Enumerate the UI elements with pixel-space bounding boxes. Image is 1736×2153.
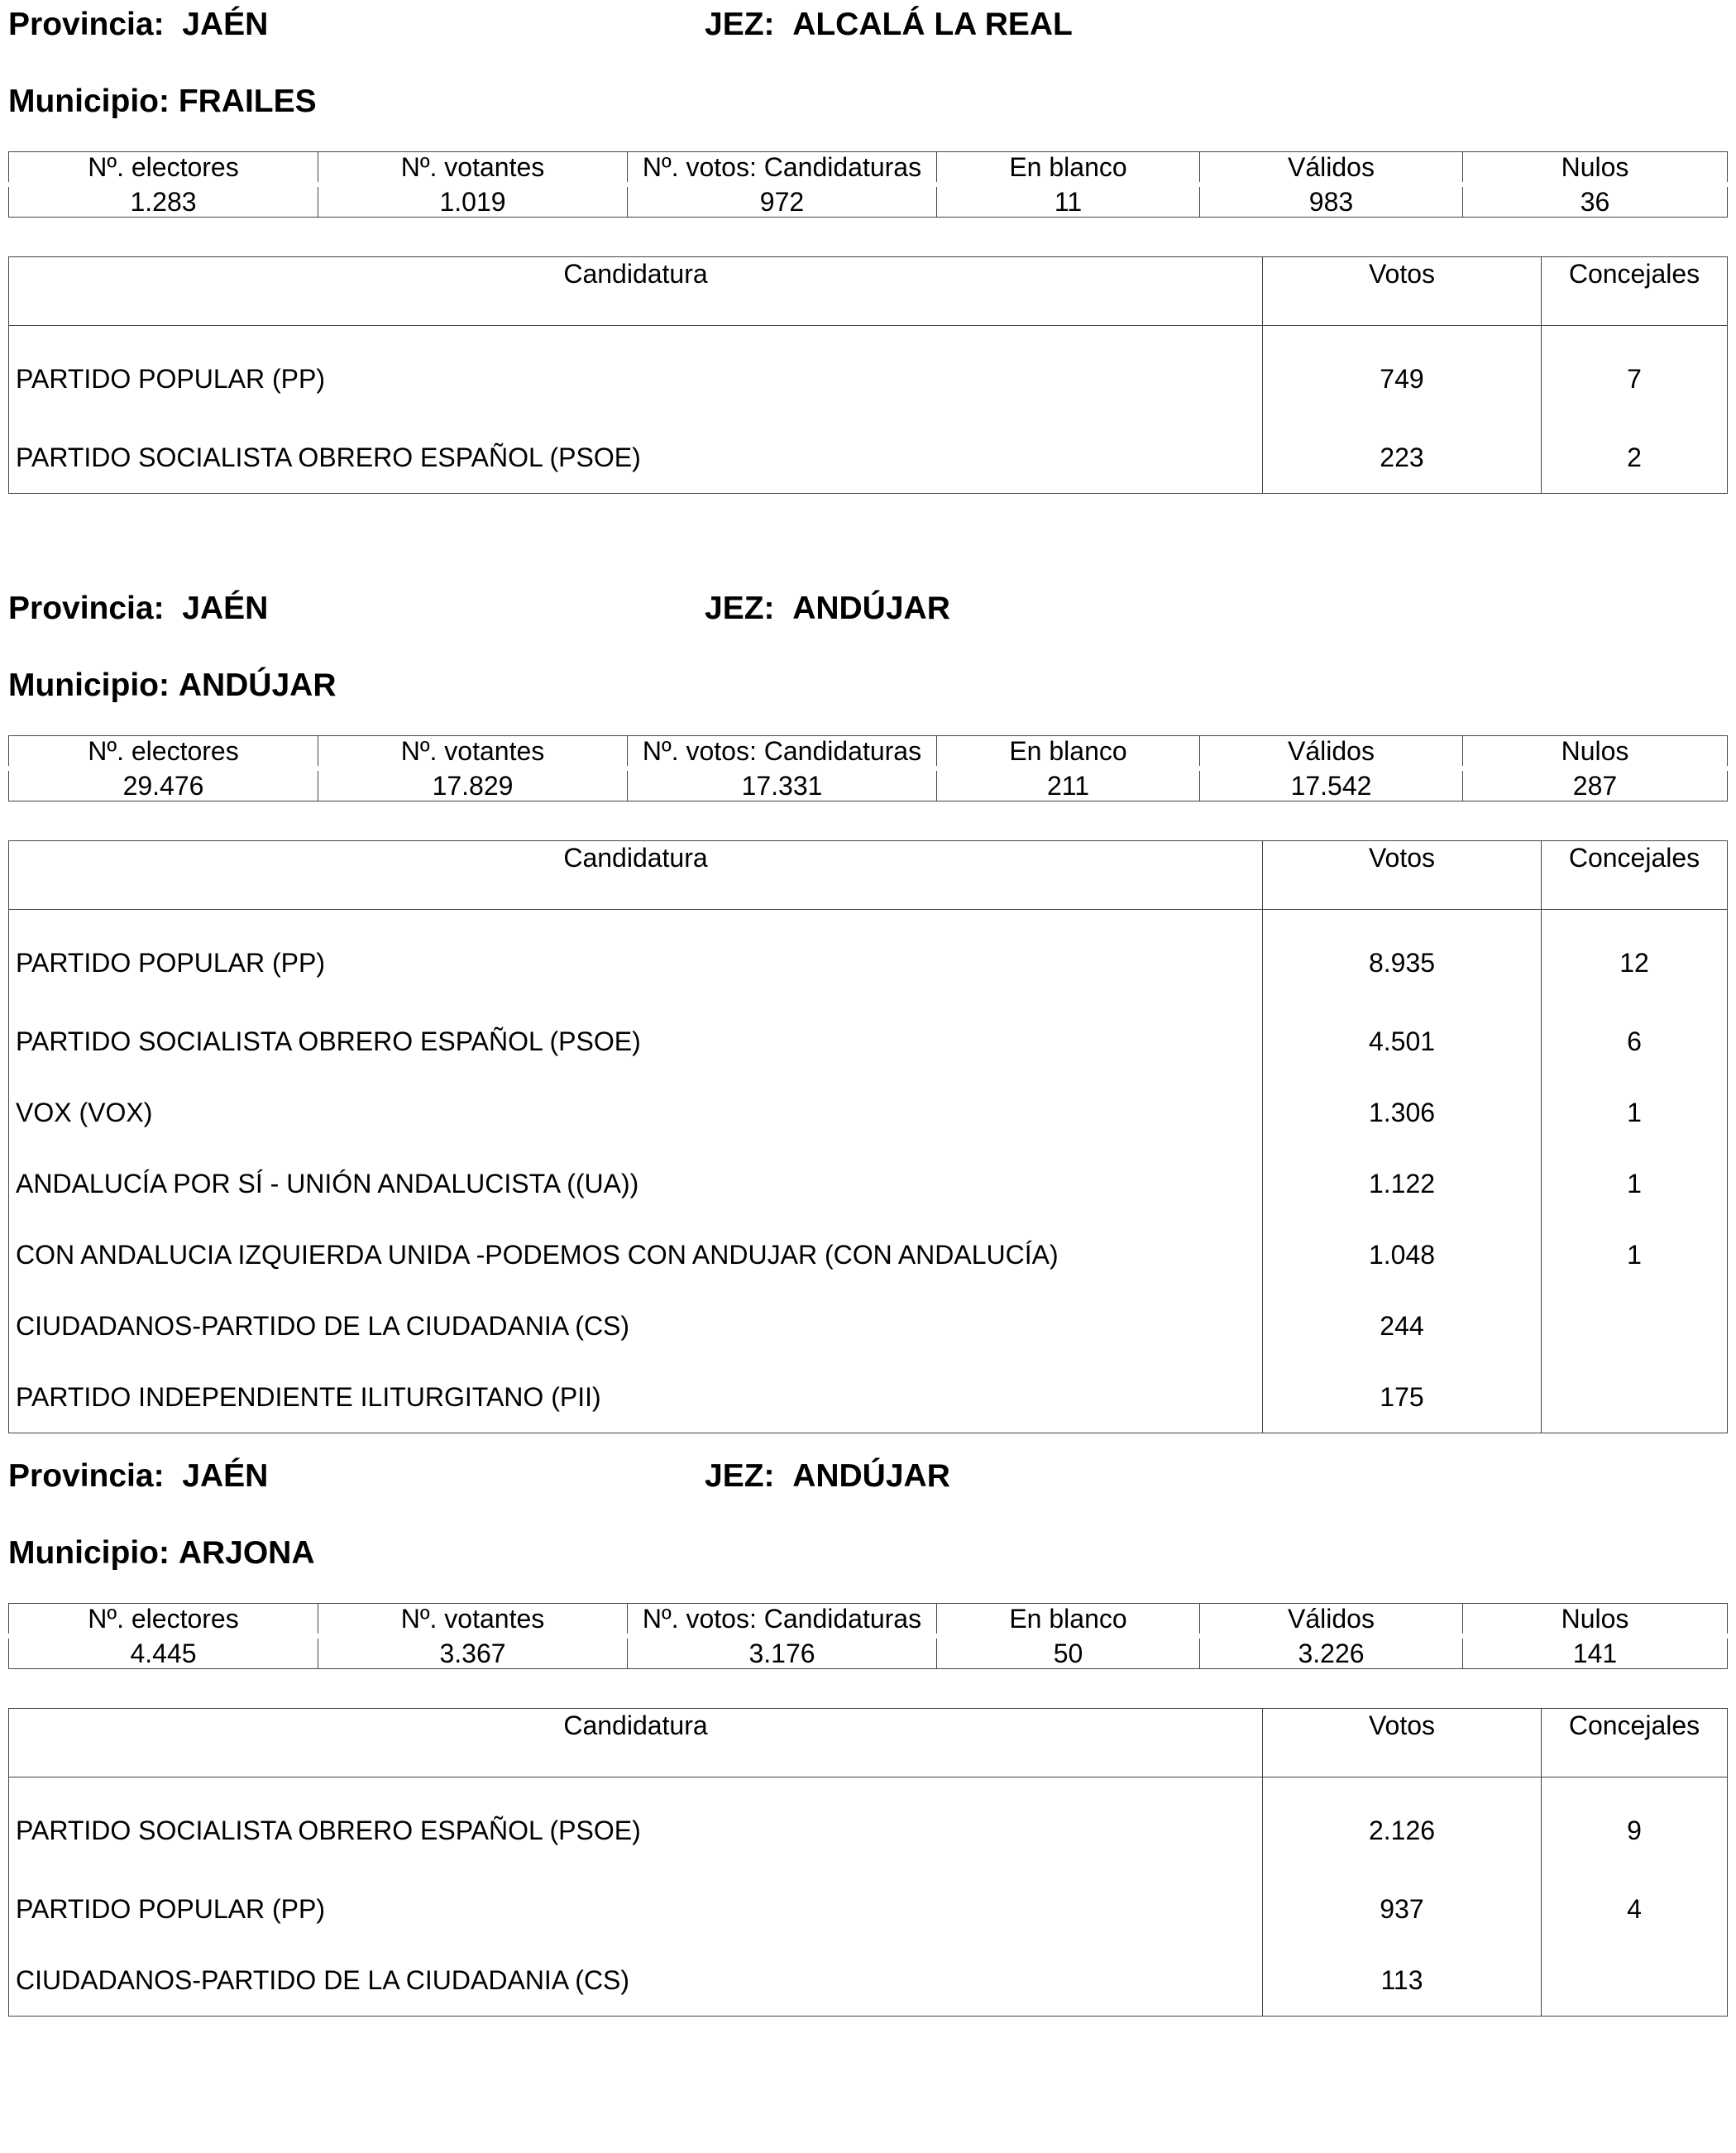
- candidate-seats: 7: [1542, 326, 1728, 423]
- stats-value-cell: 1.283: [9, 184, 318, 218]
- stats-value-cell: 1.019: [318, 184, 628, 218]
- candidate-votes: 4.501: [1263, 1006, 1542, 1077]
- candidate-seats: 1: [1542, 1077, 1728, 1148]
- stats-header-cell: Nº. votantes: [318, 736, 628, 769]
- candidate-name: PARTIDO POPULAR (PP): [9, 1873, 1263, 1945]
- header-line: [8, 1452, 1727, 1501]
- provincia: Provincia: JAÉN: [8, 7, 269, 42]
- municipality-block: [8, 584, 1727, 1433]
- candidate-seats: 4: [1542, 1873, 1728, 1945]
- stats-header-row: [9, 1604, 1728, 1637]
- stats-header-cell: Nº. electores: [9, 1604, 318, 1637]
- candidate-name: CIUDADANOS-PARTIDO DE LA CIUDADANIA (CS): [9, 1290, 1263, 1361]
- candidate-name: PARTIDO SOCIALISTA OBRERO ESPAÑOL (PSOE): [9, 1777, 1263, 1874]
- candidate-seats: 9: [1542, 1777, 1728, 1874]
- candidate-seats: 1: [1542, 1219, 1728, 1290]
- stats-header-cell: Nº. votantes: [318, 152, 628, 185]
- stats-header-cell: Nulos: [1463, 152, 1728, 185]
- col-concejales: Concejales: [1542, 841, 1728, 910]
- stats-header-cell: Nulos: [1463, 1604, 1728, 1637]
- candidate-name: PARTIDO INDEPENDIENTE ILITURGITANO (PII): [9, 1361, 1263, 1433]
- candidate-votes: 175: [1263, 1361, 1542, 1433]
- candidate-seats: [1542, 1290, 1728, 1361]
- candidate-votes: 1.306: [1263, 1077, 1542, 1148]
- jez: JEZ: ALCALÁ LA REAL: [705, 7, 1073, 42]
- stats-value-cell: 141: [1463, 1636, 1728, 1669]
- candidate-row: [9, 326, 1728, 423]
- col-votos: Votos: [1263, 257, 1542, 326]
- stats-value-cell: 287: [1463, 768, 1728, 801]
- header-line: [8, 0, 1727, 50]
- stats-value-cell: 17.542: [1200, 768, 1463, 801]
- stats-header-cell: Válidos: [1200, 1604, 1463, 1637]
- candidate-row: [9, 1077, 1728, 1148]
- candidate-seats: 1: [1542, 1148, 1728, 1219]
- stats-value-cell: 50: [937, 1636, 1200, 1669]
- candidate-row: [9, 1873, 1728, 1945]
- candidates-table: [8, 256, 1728, 494]
- municipio: Municipio: FRAILES: [8, 84, 317, 119]
- stats-header-cell: Nº. votos: Candidaturas: [628, 152, 937, 185]
- candidate-votes: 223: [1263, 422, 1542, 494]
- candidate-seats: [1542, 1361, 1728, 1433]
- candidate-seats: 6: [1542, 1006, 1728, 1077]
- provincia: Provincia: JAÉN: [8, 1458, 269, 1494]
- col-candidatura: Candidatura: [9, 1709, 1263, 1777]
- stats-value-cell: 36: [1463, 184, 1728, 218]
- col-concejales: Concejales: [1542, 257, 1728, 326]
- stats-value-cell: 11: [937, 184, 1200, 218]
- stats-value-cell: 4.445: [9, 1636, 318, 1669]
- candidate-votes: 1.048: [1263, 1219, 1542, 1290]
- stats-header-cell: En blanco: [937, 1604, 1200, 1637]
- stats-value-cell: 17.829: [318, 768, 628, 801]
- stats-header-row: [9, 736, 1728, 769]
- municipio: Municipio: ARJONA: [8, 1535, 315, 1571]
- stats-header-cell: Nº. votantes: [318, 1604, 628, 1637]
- stats-value-cell: 3.367: [318, 1636, 628, 1669]
- candidates-header-row: [9, 841, 1728, 910]
- candidate-seats: 2: [1542, 422, 1728, 494]
- candidate-votes: 937: [1263, 1873, 1542, 1945]
- col-candidatura: Candidatura: [9, 841, 1263, 910]
- candidate-row: [9, 910, 1728, 1007]
- candidate-row: [9, 1945, 1728, 2017]
- candidate-name: CON ANDALUCIA IZQUIERDA UNIDA -PODEMOS CON ANDUJAR (CON ANDALUCÍA): [9, 1219, 1263, 1290]
- provincia: Provincia: JAÉN: [8, 591, 269, 626]
- stats-value-cell: 17.331: [628, 768, 937, 801]
- candidates-table: [8, 1708, 1728, 2017]
- candidates-table: [8, 840, 1728, 1433]
- stats-value-cell: 3.176: [628, 1636, 937, 1669]
- candidate-seats: 12: [1542, 910, 1728, 1007]
- candidate-votes: 8.935: [1263, 910, 1542, 1007]
- header-line: [8, 584, 1727, 634]
- stats-header-cell: Nº. electores: [9, 152, 318, 185]
- stats-table: [8, 735, 1728, 801]
- stats-header-cell: En blanco: [937, 736, 1200, 769]
- candidate-name: PARTIDO POPULAR (PP): [9, 326, 1263, 423]
- municipality-block: [8, 0, 1727, 494]
- candidate-votes: 1.122: [1263, 1148, 1542, 1219]
- municipio: Municipio: ANDÚJAR: [8, 667, 337, 703]
- candidate-votes: 244: [1263, 1290, 1542, 1361]
- candidate-name: ANDALUCÍA POR SÍ - UNIÓN ANDALUCISTA ((UA)): [9, 1148, 1263, 1219]
- col-concejales: Concejales: [1542, 1709, 1728, 1777]
- candidate-seats: [1542, 1945, 1728, 2017]
- candidate-name: PARTIDO SOCIALISTA OBRERO ESPAÑOL (PSOE): [9, 422, 1263, 494]
- candidate-row: [9, 1006, 1728, 1077]
- jez: JEZ: ANDÚJAR: [705, 1458, 950, 1494]
- stats-header-cell: Nº. electores: [9, 736, 318, 769]
- candidate-votes: 749: [1263, 326, 1542, 423]
- candidate-name: PARTIDO POPULAR (PP): [9, 910, 1263, 1007]
- stats-header-cell: Nº. votos: Candidaturas: [628, 736, 937, 769]
- col-candidatura: Candidatura: [9, 257, 1263, 326]
- stats-header-cell: Nº. votos: Candidaturas: [628, 1604, 937, 1637]
- stats-value-cell: 972: [628, 184, 937, 218]
- candidate-row: [9, 422, 1728, 494]
- stats-header-cell: En blanco: [937, 152, 1200, 185]
- stats-value-row: [9, 1636, 1728, 1669]
- stats-header-cell: Válidos: [1200, 152, 1463, 185]
- stats-value-cell: 983: [1200, 184, 1463, 218]
- candidates-header-row: [9, 257, 1728, 326]
- stats-header-cell: Nulos: [1463, 736, 1728, 769]
- candidate-row: [9, 1290, 1728, 1361]
- col-votos: Votos: [1263, 1709, 1542, 1777]
- candidate-row: [9, 1361, 1728, 1433]
- stats-value-row: [9, 768, 1728, 801]
- col-votos: Votos: [1263, 841, 1542, 910]
- stats-header-row: [9, 152, 1728, 185]
- stats-table: [8, 1603, 1728, 1669]
- candidate-name: PARTIDO SOCIALISTA OBRERO ESPAÑOL (PSOE): [9, 1006, 1263, 1077]
- candidate-name: VOX (VOX): [9, 1077, 1263, 1148]
- stats-table: [8, 151, 1728, 218]
- stats-value-cell: 3.226: [1200, 1636, 1463, 1669]
- candidate-votes: 2.126: [1263, 1777, 1542, 1874]
- municipality-block: [8, 1452, 1727, 2017]
- jez: JEZ: ANDÚJAR: [705, 591, 950, 626]
- candidates-header-row: [9, 1709, 1728, 1777]
- candidate-row: [9, 1219, 1728, 1290]
- stats-value-row: [9, 184, 1728, 218]
- candidate-row: [9, 1777, 1728, 1874]
- candidate-row: [9, 1148, 1728, 1219]
- stats-value-cell: 211: [937, 768, 1200, 801]
- stats-value-cell: 29.476: [9, 768, 318, 801]
- stats-header-cell: Válidos: [1200, 736, 1463, 769]
- candidate-name: CIUDADANOS-PARTIDO DE LA CIUDADANIA (CS): [9, 1945, 1263, 2017]
- candidate-votes: 113: [1263, 1945, 1542, 2017]
